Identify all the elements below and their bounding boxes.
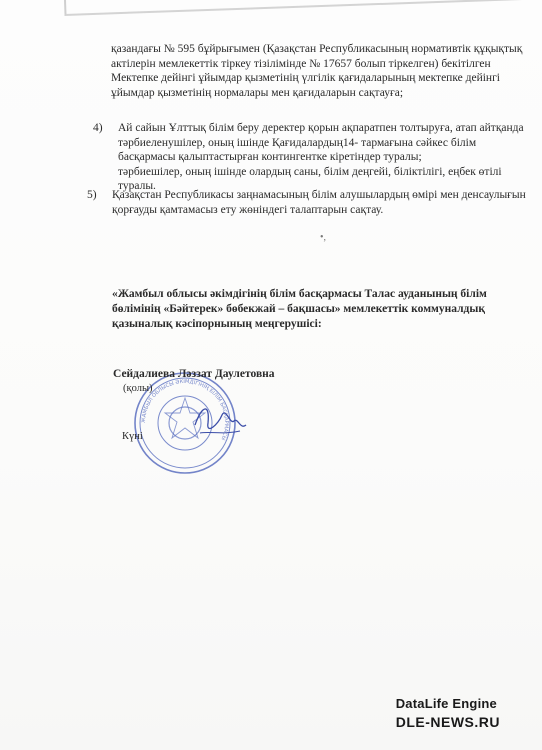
seal-ring-text: ЖАМБЫЛ ОБЛЫСЫ ӘКІМДІГІНІҢ БІЛІМ БАСҚАРМАСЫ <box>140 378 230 442</box>
list-number: 4) <box>93 122 103 134</box>
signatory-name: Сейдалиева Ләззат Даулетовна <box>113 368 275 380</box>
list-line: Ай сайын Ұлттық білім беру деректер қорын ақпаратпен толтыруға, атап айтқанда <box>118 122 524 134</box>
list-line: басқармасы қалыптастырған контингентке кіретіндер туралы; <box>118 151 422 163</box>
list-line: туралы. <box>118 180 156 192</box>
list-line: тәрбиеленушілер, оның ішінде Қағидалардың14- тармағына сәйкес білім <box>118 136 477 149</box>
watermark-line1: DataLife Engine <box>395 696 497 711</box>
page-fold-edge <box>64 0 542 16</box>
list-line: қорғауды қамтамасыз ету жөніндегі талаптарын сақтау. <box>112 203 384 216</box>
paragraph-line: актілерін мемлекеттік тіркеу тізілімінде № 17657 болып тіркелген) бекітілген <box>111 57 491 70</box>
signature-caption: (қолы) <box>123 383 153 394</box>
organization-heading <box>112 287 502 332</box>
list-number: 5) <box>87 189 97 201</box>
list-item-4 <box>93 121 524 194</box>
site-watermark <box>396 696 500 730</box>
list-line: Қазақстан Республикасы заңнамасының білім алушылардың өмірі мен денсаулығын <box>112 189 526 201</box>
heading-line: «Жамбыл облысы әкімдігінің білім басқармасы Талас ауданының білім <box>112 288 487 300</box>
date-label: Күні <box>122 431 143 442</box>
paragraph-line: қазандағы № 595 бұйрығымен (Қазақстан Республикасының нормативтік құқықтық <box>111 43 523 55</box>
heading-line: қазыналық кәсіпорнының меңгерушісі: <box>112 318 322 330</box>
paragraph-line: ұйымдар қызметінің нормалары мен қағидаларын сақтауға; <box>111 86 404 99</box>
watermark-line2: DLE-NEWS.RU <box>395 714 500 730</box>
heading-line: бөлімінің «Бәйтерек» бөбекжай – бақшасы» мемлекеттік коммуналдық <box>112 303 485 315</box>
scan-mark: •, <box>320 232 327 243</box>
list-line: тәрбиешілер, оның ішінде олардың саны, білім деңгейі, біліктілігі, еңбек өтілі <box>118 165 502 178</box>
list-item-5 <box>87 188 526 217</box>
paragraph-top <box>111 42 523 100</box>
handwritten-signature <box>190 395 250 445</box>
paragraph-line: Мектепке дейінгі ұйымдар қызметінің үлгілік қағидаларының мектепке дейінгі <box>111 72 500 84</box>
